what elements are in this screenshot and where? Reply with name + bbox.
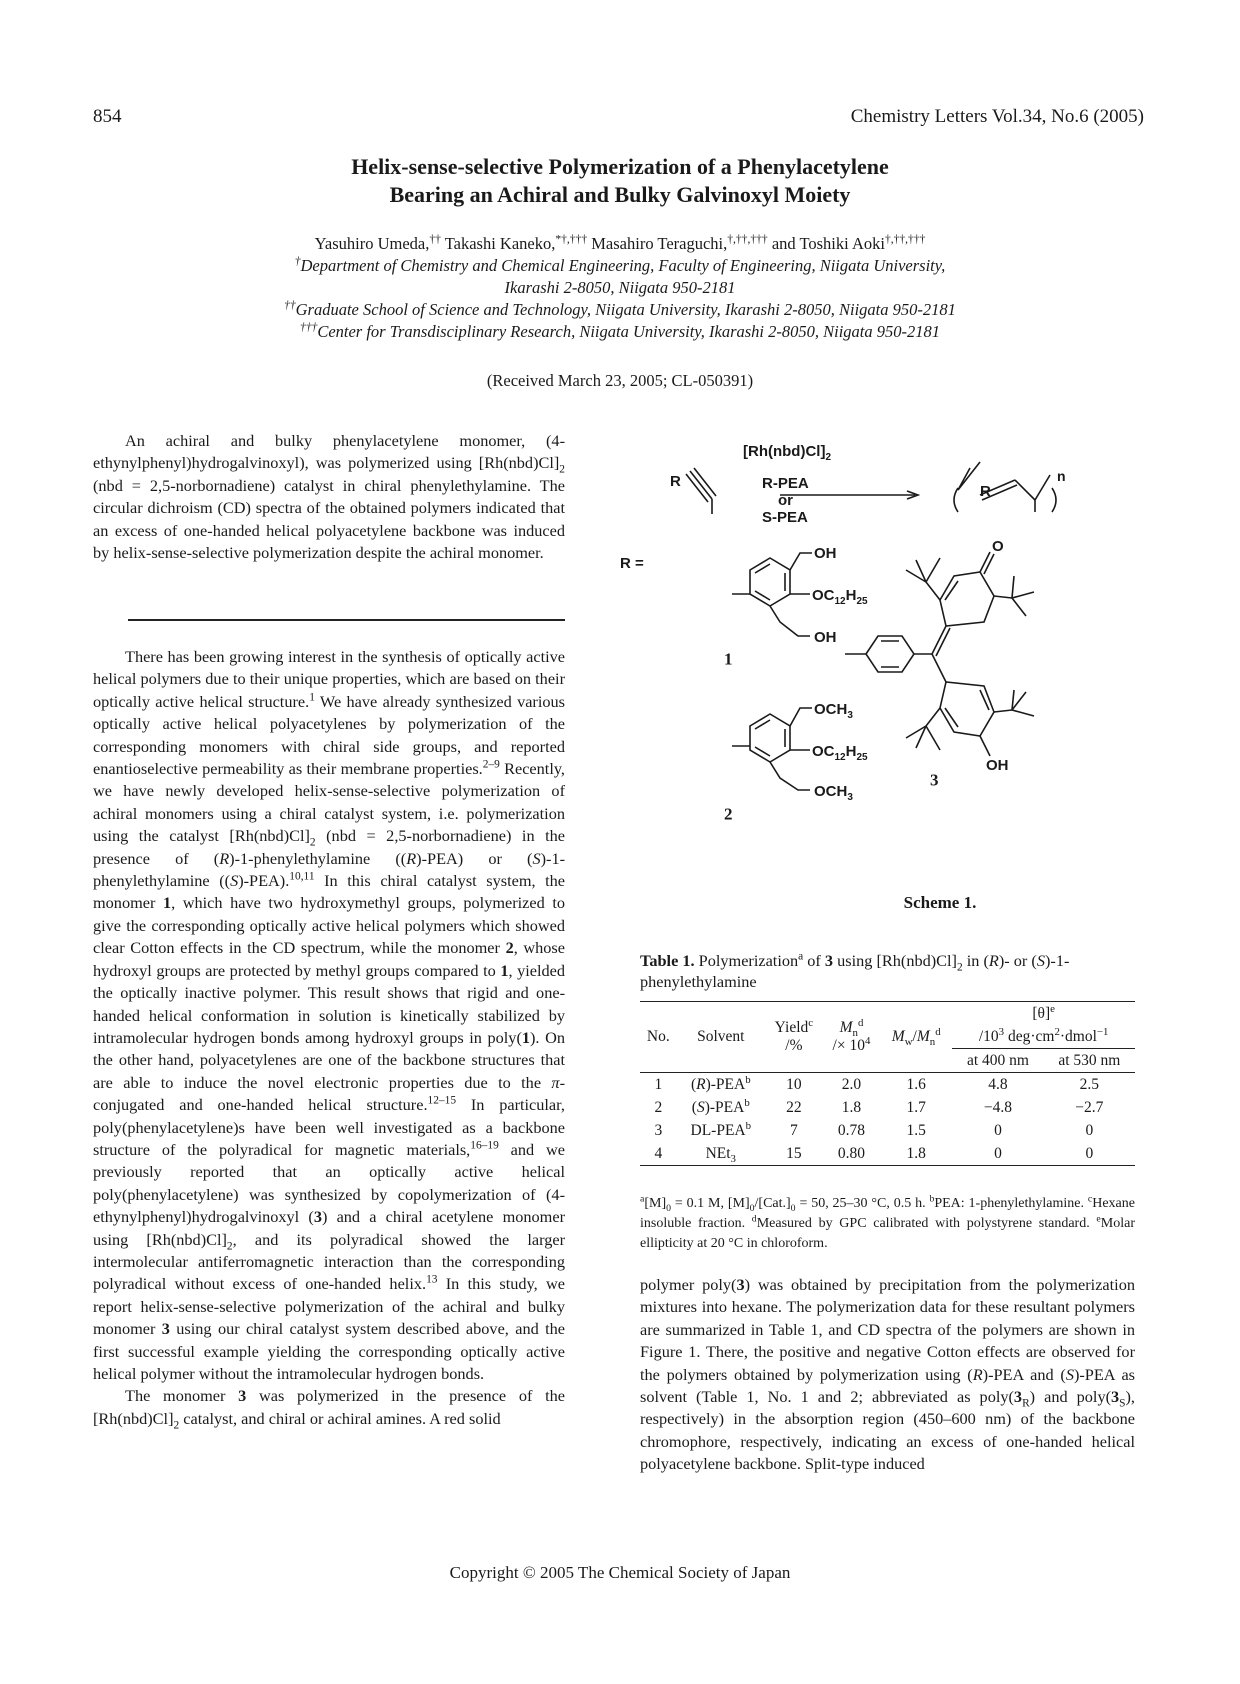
table-footnotes: $^a[M]_0 = 0.1$ M, $[M]_0/[Cat.]_0 = 50$, 25–30 °C, 0.5 h. $^b$PEA: 1-phenylethylamine. $^c$Hexane insoluble fraction. $^d$Measured by GPC calibrated with polystyrene standard. $^e$Molar ellipticity at 20 °C in chloroform. xyxy=(640,1193,1135,1251)
col-header-no: No. xyxy=(646,1028,670,1045)
affiliation-1-address: Ikarashi 2-8050, Niigata 950-2181 xyxy=(504,278,736,297)
scheme-solvent-or: or xyxy=(778,492,793,509)
author-block xyxy=(0,233,1240,343)
polymer-r-label: R xyxy=(980,483,991,500)
affiliation-1: †Department of Chemistry and Chemical Engineering, Faculty of Engineering, Niigata University, xyxy=(294,255,946,275)
monomer-r-label: R xyxy=(670,473,681,490)
col-header-mw-mn: $M_w/M_n^d$ xyxy=(891,1025,941,1049)
scheme-caption: Scheme 1. xyxy=(903,893,977,912)
polymer-n-label: n xyxy=(1057,468,1066,485)
col-header-mn: $M_n^d$ /× $10^4$ xyxy=(832,1016,871,1054)
title-line-1: Helix-sense-selective Polymerization of a Phenylacetylene xyxy=(351,154,889,179)
compound-1-oh-top: OH xyxy=(814,545,837,562)
compound-2-oc12h25: $OC_{12}H_{25}$ xyxy=(812,743,868,763)
article-title xyxy=(0,153,1240,209)
abstract-divider xyxy=(128,619,565,621)
table-row: 4 NEt$_3$ 15 0.80 1.8 0 0 xyxy=(640,1142,1135,1166)
compound-1-label: 1 xyxy=(724,649,733,669)
journal-header: Chemistry Letters Vol.34, No.6 (2005) xyxy=(850,106,1144,127)
author-list: Yasuhiro Umeda,†† Takashi Kaneko,*†,††† Masahiro Teraguchi,†,††,††† and Toshiki Aoki†,††,††† xyxy=(314,233,926,253)
scheme-1-structures xyxy=(620,440,1160,880)
compound-3-oh-label: OH xyxy=(986,757,1009,774)
compound-3-label: 3 xyxy=(930,770,939,790)
col-header-530nm: at 530 nm xyxy=(1058,1051,1121,1069)
compound-3-o-label: O xyxy=(992,538,1004,555)
compound-2-label: 2 xyxy=(724,804,733,824)
col-header-solvent: Solvent xyxy=(697,1028,745,1045)
received-date: (Received March 23, 2005; CL-050391) xyxy=(486,371,754,390)
body-left-column xyxy=(93,646,565,1430)
r-equals-label: R = xyxy=(620,555,644,572)
col-header-theta-unit: $/10^3$ $deg\cdot cm^2\cdot dmol^{-1}$ xyxy=(952,1025,1135,1049)
table-row: 1 (R)-PEA$^b$ 10 2.0 1.6 4.8 2.5 xyxy=(654,1073,1099,1093)
body-paragraph: The monomer 3 was polymerized in the presence of the $[Rh(nbd)Cl]_2$ catalyst, and chiral or achiral amines. A red solid xyxy=(93,1386,565,1432)
title-line-2: Bearing an Achiral and Bulky Galvinoxyl Moiety xyxy=(389,182,851,207)
compound-2-och3-top: $OCH_3$ xyxy=(814,701,853,721)
table-row: 3 DL-PEA$^b$ 7 0.78 1.5 0 0 xyxy=(654,1119,1094,1139)
col-header-400nm: at 400 nm xyxy=(966,1051,1029,1069)
scheme-solvent-2: S-PEA xyxy=(762,509,808,526)
body-right-column: polymer poly(3) was obtained by precipitation from the polymerization mixtures into hexane. The polymerization data for these resultant polymers are summarized in Table 1, and CD spectra of the polymers are shown in Figure 1. There, the positive and negative Cotton effects are observed for the polymers obtained by polymerization using (R)-PEA and (S)-PEA as solvent (Table 1, No. 1 and 2; abbreviated as $poly(3_R)$ and $poly(3_S)$, respectively) in the absorption region (450–600 nm) of the backbone chromophore, respectively, indicating an excess of one-handed helical polyacetylene backbone. Split-type induced xyxy=(640,1275,1136,1474)
page-number: 854 xyxy=(93,106,122,127)
compound-1-oh-bottom: OH xyxy=(814,629,837,646)
table-caption: Table 1. Polymerization$^a$ of 3 using $[Rh(nbd)Cl]_2$ in (R)- or (S)-1-phenylethylamine xyxy=(640,950,1070,991)
col-header-yield: Yield$^c$ /% xyxy=(774,1016,814,1054)
abstract: An achiral and bulky phenylacetylene monomer, (4-ethynylphenyl)hydrogalvinoxyl), was polymerized using $[Rh(nbd)Cl]_2$ (nbd = 2,5-norbornadiene) catalyst in chiral phenylethylamine. The circular dichroism (CD) spectra of the obtained polymers indicated that an excess of one-handed helical polyacetylene backbone was induced by helix-sense-selective polymerization despite the achiral monomer. xyxy=(93,431,565,563)
col-header-theta: $[\theta]^e$ xyxy=(1032,1002,1055,1022)
affiliation-2: ††Graduate School of Science and Technology, Niigata University, Ikarashi 2-8050, Niigata 950-2181 xyxy=(284,299,956,319)
table-row: 2 (S)-PEA$^b$ 22 1.8 1.7 −4.8 −2.7 xyxy=(654,1096,1104,1116)
scheme-catalyst-label: $[Rh(nbd)Cl]_2$ xyxy=(743,443,832,463)
compound-2-och3-bottom: $OCH_3$ xyxy=(814,783,853,803)
body-paragraph: There has been growing interest in the synthesis of optically active helical polymers due to their unique properties, which are based on their optically active helical structure.$^1$ We have already synthesized various optically active helical polyacetylenes by polymerization of the corresponding monomers with chiral side groups, and reported enantioselective permeability as their membrane properties.$^{2-9}$ Recently, we have newly developed helix-sense-selective polymerization of achiral monomers using a chiral catalyst system, i.e. polymerization using the catalyst $[Rh(nbd)Cl]_2$ (nbd = 2,5-norbornadiene) in the presence of (R)-1-phenylethylamine ((R)-PEA) or (S)-1-phenylethylamine ((S)-PEA).$^{10,11}$ In this chiral catalyst system, the monomer 1, which have two hydroxymethyl groups, polymerized to give the corresponding optically active helical polymers which showed clear Cotton effects in the CD spectrum, while the monomer 2, whose hydroxyl groups are protected by methyl groups compared to 1, yielded the optically inactive polymer. This result shows that rigid and one-handed helical conformation in solution is kinetically stabilized by intramolecular hydrogen bonds among hydroxyl groups in poly(1). On the other hand, polyacetylenes are one of the backbone structures that are able to induce the novel electronic properties due to the π-conjugated and one-handed helical structure.$^{12-15}$ In particular, poly(phenylacetylene)s have been well investigated as a backbone structure of the polyradical for magnetic materials,$^{16-19}$ and we previously reported that an optically active helical poly(phenylacetylene) was synthesized by copolymerization of (4-ethynylphenyl)hydrogalvinoxyl (3) and a chiral acetylene monomer using $[Rh(nbd)Cl]_2$, and its polyradical showed the larger intermolecular antiferromagnetic interaction than the corresponding polyradical without excess of one-handed helix.$^{13}$ In this study, we report helix-sense-selective polymerization of the achiral and bulky monomer 3 using our chiral catalyst system described above, and the first successful example yielding the corresponding optically active helical polymer without the intramolecular hydrogen bonds. xyxy=(93,647,566,1383)
copyright-footer: Copyright © 2005 The Chemical Society of Japan xyxy=(449,1563,791,1582)
scheme-solvent-1: R-PEA xyxy=(762,475,809,492)
affiliation-3: †††Center for Transdisciplinary Research, Niigata University, Ikarashi 2-8050, Niigata 950-2181 xyxy=(299,321,941,341)
compound-1-oc12h25: $OC_{12}H_{25}$ xyxy=(812,587,868,607)
polymerization-table xyxy=(640,1001,1135,1166)
